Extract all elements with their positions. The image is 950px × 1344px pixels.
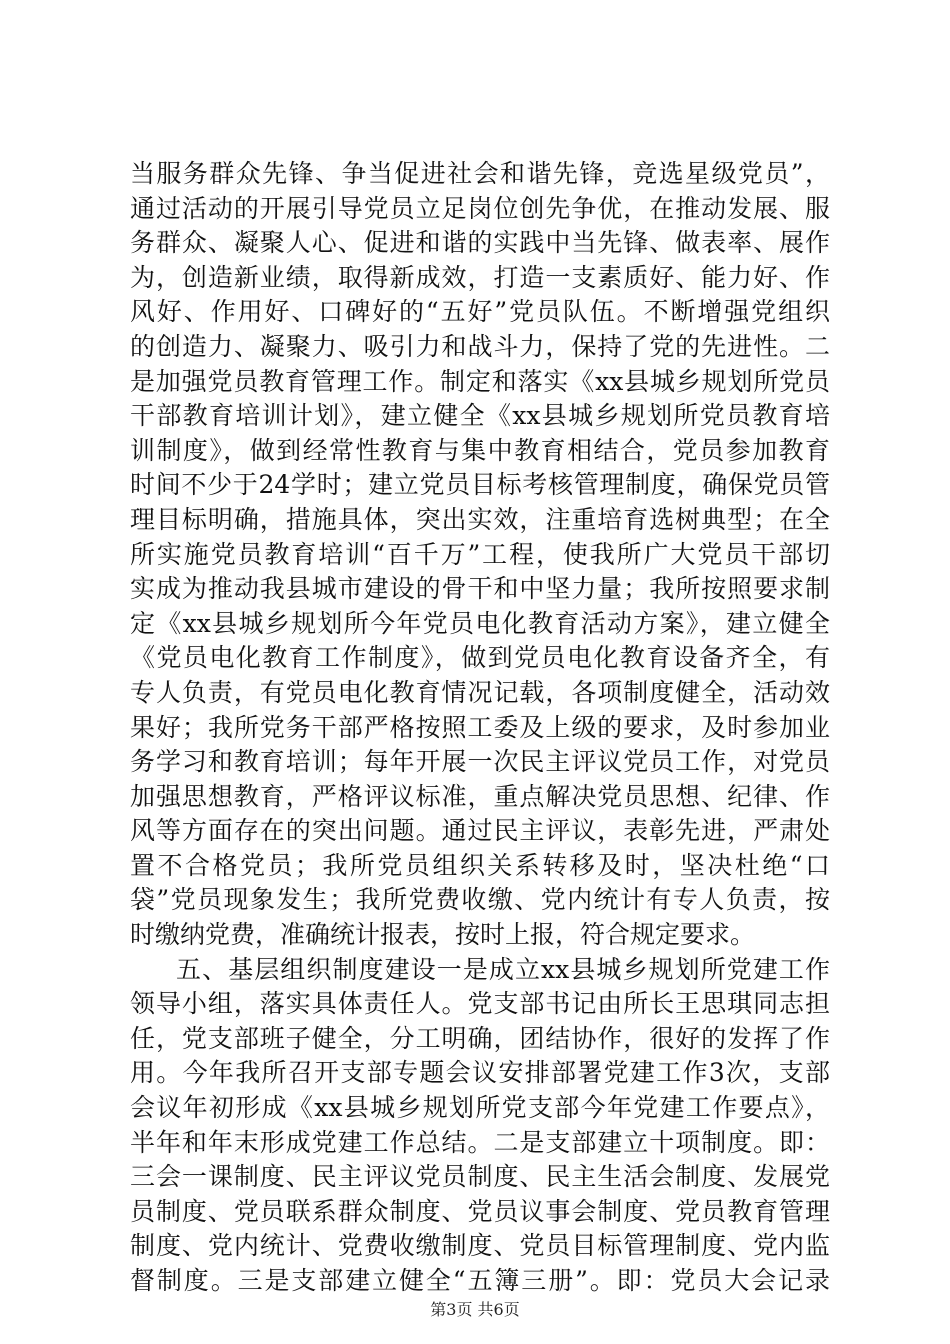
text-line: 督制度。三是支部建立健全“五簿三册”。即：党员大会记录 — [130, 1266, 830, 1295]
text-line: 时间不少于24学时；建立党员目标考核管理制度，确保党员管 — [130, 470, 830, 500]
text-line: 实成为推动我县城市建设的骨干和中坚力量；我所按照要求制 — [130, 574, 830, 604]
text-line: 务群众、凝聚人心、促进和谐的实践中当先锋、做表率、展作 — [130, 228, 830, 258]
document-body — [130, 157, 830, 1299]
text-line: 风等方面存在的突出问题。通过民主评议，表彰先进，严肃处 — [130, 816, 830, 846]
text-line: 三会一课制度、民主评议党员制度、民主生活会制度、发展党 — [130, 1162, 830, 1192]
text-line: 风好、作用好、口碑好的“五好”党员队伍。不断增强党组织 — [130, 297, 830, 327]
text-line: 时缴纳党费，准确统计报表，按时上报，符合规定要求。 — [130, 920, 756, 950]
text-line: 的创造力、凝聚力、吸引力和战斗力，保持了党的先进性。二 — [130, 331, 830, 361]
text-line: 专人负责，有党员电化教育情况记载，各项制度健全，活动效 — [130, 677, 830, 707]
paragraph-start-line: 五、基层组织制度建设一是成立xx县城乡规划所党建工作 — [176, 954, 830, 984]
text-line: 通过活动的开展引导党员立足岗位创先争优，在推动发展、服 — [130, 193, 830, 223]
text-line: 训制度》，做到经常性教育与集中教育相结合，党员参加教育 — [130, 435, 830, 465]
text-line: 理目标明确，措施具体，突出实效，注重培育选树典型；在全 — [130, 504, 830, 534]
text-line: 是加强党员教育管理工作。制定和落实《xx县城乡规划所党员 — [130, 366, 830, 396]
text-line: 加强思想教育，严格评议标准，重点解决党员思想、纪律、作 — [130, 781, 830, 811]
text-line: 用。今年我所召开支部专题会议安排部署党建工作3次，支部 — [130, 1058, 830, 1088]
text-line: 务学习和教育培训；每年开展一次民主评议党员工作，对党员 — [130, 747, 830, 777]
text-line: 半年和年末形成党建工作总结。二是支部建立十项制度。即： — [130, 1127, 830, 1157]
text-line: 所实施党员教育培训“百千万”工程，使我所广大党员干部切 — [130, 539, 830, 569]
text-line: 领导小组，落实具体责任人。党支部书记由所长王思琪同志担 — [130, 989, 830, 1019]
text-line: 果好；我所党务干部严格按照工委及上级的要求，及时参加业 — [130, 712, 830, 742]
text-line: 制度、党内统计、党费收缴制度、党员目标管理制度、党内监 — [130, 1231, 830, 1261]
text-line: 置不合格党员；我所党员组织关系转移及时，坚决杜绝“口 — [130, 850, 830, 880]
text-line: 《党员电化教育工作制度》，做到党员电化教育设备齐全，有 — [130, 643, 830, 673]
text-line: 当服务群众先锋、争当促进社会和谐先锋，竞选星级党员”， — [130, 159, 830, 188]
text-line: 定《xx县城乡规划所今年党员电化教育活动方案》，建立健全 — [130, 608, 830, 638]
text-line: 干部教育培训计划》，建立健全《xx县城乡规划所党员教育培 — [130, 401, 830, 431]
text-line: 会议年初形成《xx县城乡规划所党支部今年党建工作要点》， — [130, 1093, 830, 1123]
text-line: 为，创造新业绩，取得新成效，打造一支素质好、能力好、作 — [130, 262, 830, 292]
text-line: 员制度、党员联系群众制度、党员议事会制度、党员教育管理 — [130, 1196, 830, 1226]
page-number-footer: 第3页 共6页 — [430, 1300, 520, 1319]
text-line: 任，党支部班子健全，分工明确，团结协作，很好的发挥了作 — [130, 1023, 830, 1053]
text-line: 袋”党员现象发生；我所党费收缴、党内统计有专人负责，按 — [130, 885, 830, 915]
